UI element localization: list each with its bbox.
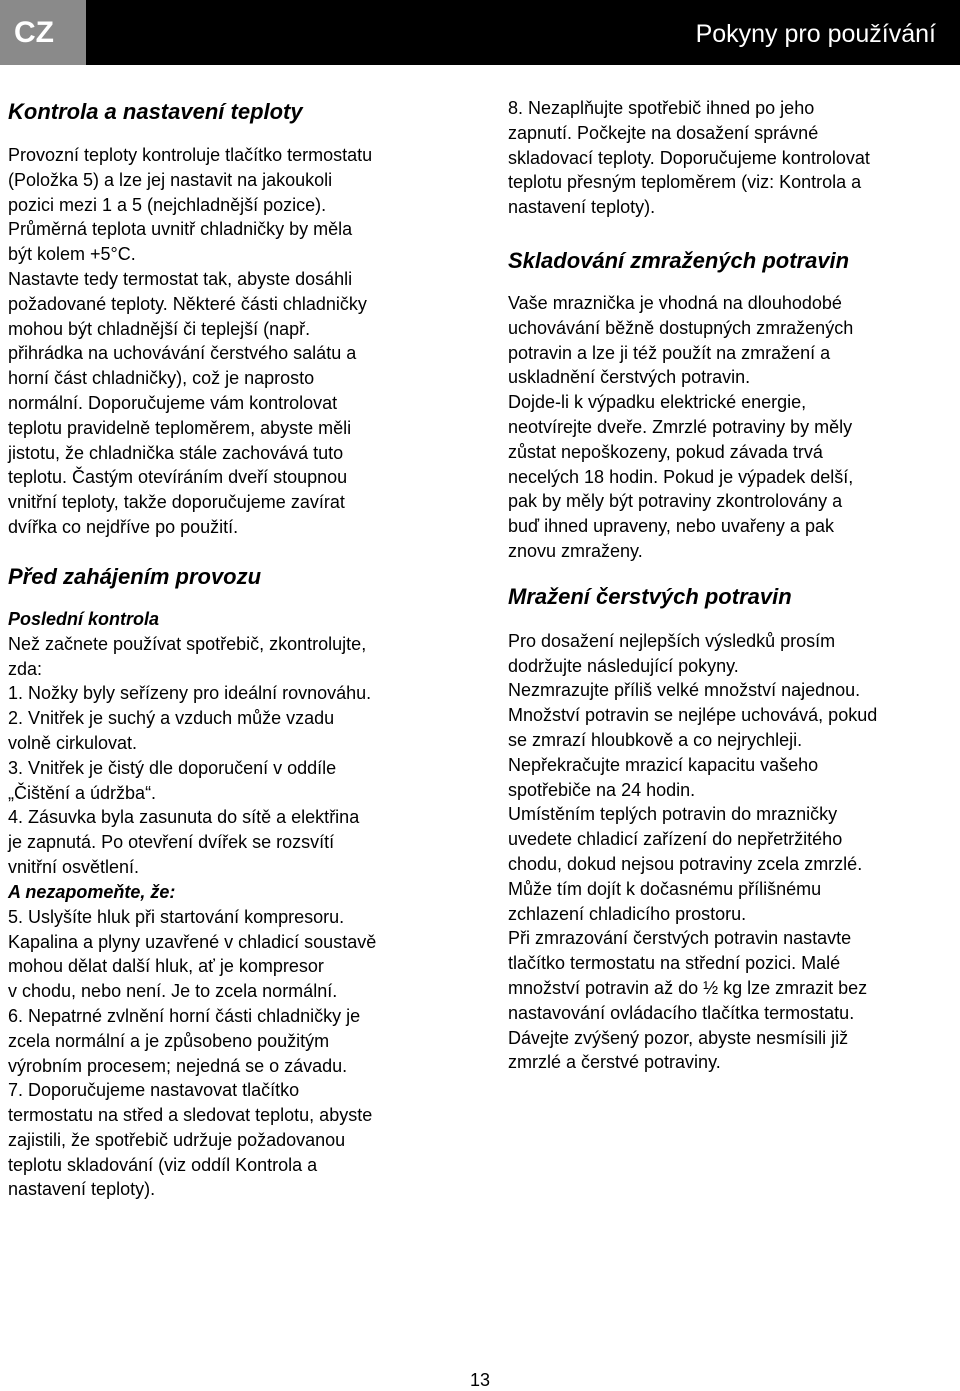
- language-tag: CZ: [0, 0, 86, 65]
- temperature-paragraph: Provozní teploty kontroluje tlačítko termostatu (Položka 5) a lze jej nastavit na jakoukoli pozici mezi 1 a 5 (nejchladnější pozice). Průměrná teplota uvnitř chladničky by měla být kolem +5°C. Nastavte tedy termostat tak, abyste dosáhli požadované teploty. Některé části chladničky mohou být chladnější či teplejší (např. přihrádka na uchovávání čerstvého salátu a horní část chladničky), což je naprosto normální. Doporučujeme vám kontrolovat teplotu pravidelně teploměrem, abyste měli jistotu, že chladnička stále zachovává tuto teplotu. Častým otevíráním dveří stoupnou vnitřní teploty, takže doporučujeme zavírat dvířka co nejdříve po použití.: [8, 145, 373, 537]
- right-column: [508, 96, 948, 1075]
- page-header: [0, 0, 960, 65]
- section-heading-temperature: Kontrola a nastavení teploty: [8, 99, 303, 124]
- header-title: Pokyny pro používání: [695, 20, 936, 48]
- section-heading-freezing-fresh: Mražení čerstvých potravin: [508, 583, 792, 609]
- subheading-dont-forget: A nezapomeňte, že:: [8, 881, 176, 902]
- final-check-list: Než začnete používat spotřebič, zkontrolujte, zda: 1. Nožky byly seřízeny pro ideální rovnováhu. 2. Vnitřek je suchý a vzduch může vzadu volně cirkulovat. 3. Vnitřek je čistý dle doporučení v oddíle „Čištění a údržba“. 4. Zásuvka byla zasunuta do sítě a elektřina je zapnutá. Po otevření dvířek se rozsvítí vnitřní osvětlení.: [8, 633, 372, 877]
- left-column: [8, 96, 456, 1202]
- subheading-final-check: Poslední kontrola: [8, 608, 160, 629]
- freezing-fresh-paragraph: Pro dosažení nejlepších výsledků prosím dodržujte následující pokyny. Nezmrazujte příliš velké množství najednou. Množství potravin se nejlépe uchovává, pokud se zmrazí hloubkově a co nejrychleji. Nepřekračujte mrazicí kapacitu vašeho spotřebiče na 24 hodin. Umístěním teplých potravin do mrazničky uvedete chladicí zařízení do nepřetržitého chodu, dokud nejsou potraviny zcela zmrzlé. Může tím dojít k dočasnému přílišnému zchlazení chladicího prostoru. Při zmrazování čerstvých potravin nastavte tlačítko termostatu na střední pozici. Malé množství potravin až do ½ kg lze zmrazit bez nastavování ovládacího tlačítka termostatu. Dávejte zvýšený pozor, abyste nesmísili již zmrzlé a čerstvé potraviny.: [508, 630, 878, 1073]
- section-heading-before-use: Před zahájením provozu: [8, 563, 262, 589]
- frozen-storage-paragraph: Vaše mraznička je vhodná na dlouhodobé uchovávání běžně dostupných zmražených potravin a lze ji též použít na zmražení a uskladnění čerstvých potravin. Dojde-li k výpadku elektrické energie, neotvírejte dveře. Zmrzlé potraviny by měly zůstat nepoškozeny, pokud závada trvá necelých 18 hodin. Pokud je výpadek delší, pak by měly být potraviny zkontrolovány a buď ihned upraveny, nebo uvařeny a pak znovu zmraženy.: [508, 292, 854, 561]
- dont-forget-list: 5. Uslyšíte hluk při startování kompresoru. Kapalina a plyny uzavřené v chladicí soustavě mohou dělat další hluk, ať je kompresor v chodu, nebo není. Je to zcela normální. 6. Nepatrné zvlnění horní části chladničky je zcela normální a je způsobeno použitým výrobním procesem; nejedná se o závadu. 7. Doporučujeme nastavovat tlačítko termostatu na střed a sledovat teplotu, abyste zajistili, že spotřebič udržuje požadovanou teplotu skladování (viz oddíl Kontrola a nastavení teploty).: [8, 906, 377, 1200]
- page-number: 13: [469, 1370, 491, 1390]
- section-heading-frozen-storage: Skladování zmražených potravin: [508, 247, 850, 273]
- item-8-paragraph: 8. Nezaplňujte spotřebič ihned po jeho zapnutí. Počkejte na dosažení správné skladovací teploty. Doporučujeme kontrolovat teplotu přesným teploměrem (viz: Kontrola a nastavení teploty).: [508, 98, 870, 218]
